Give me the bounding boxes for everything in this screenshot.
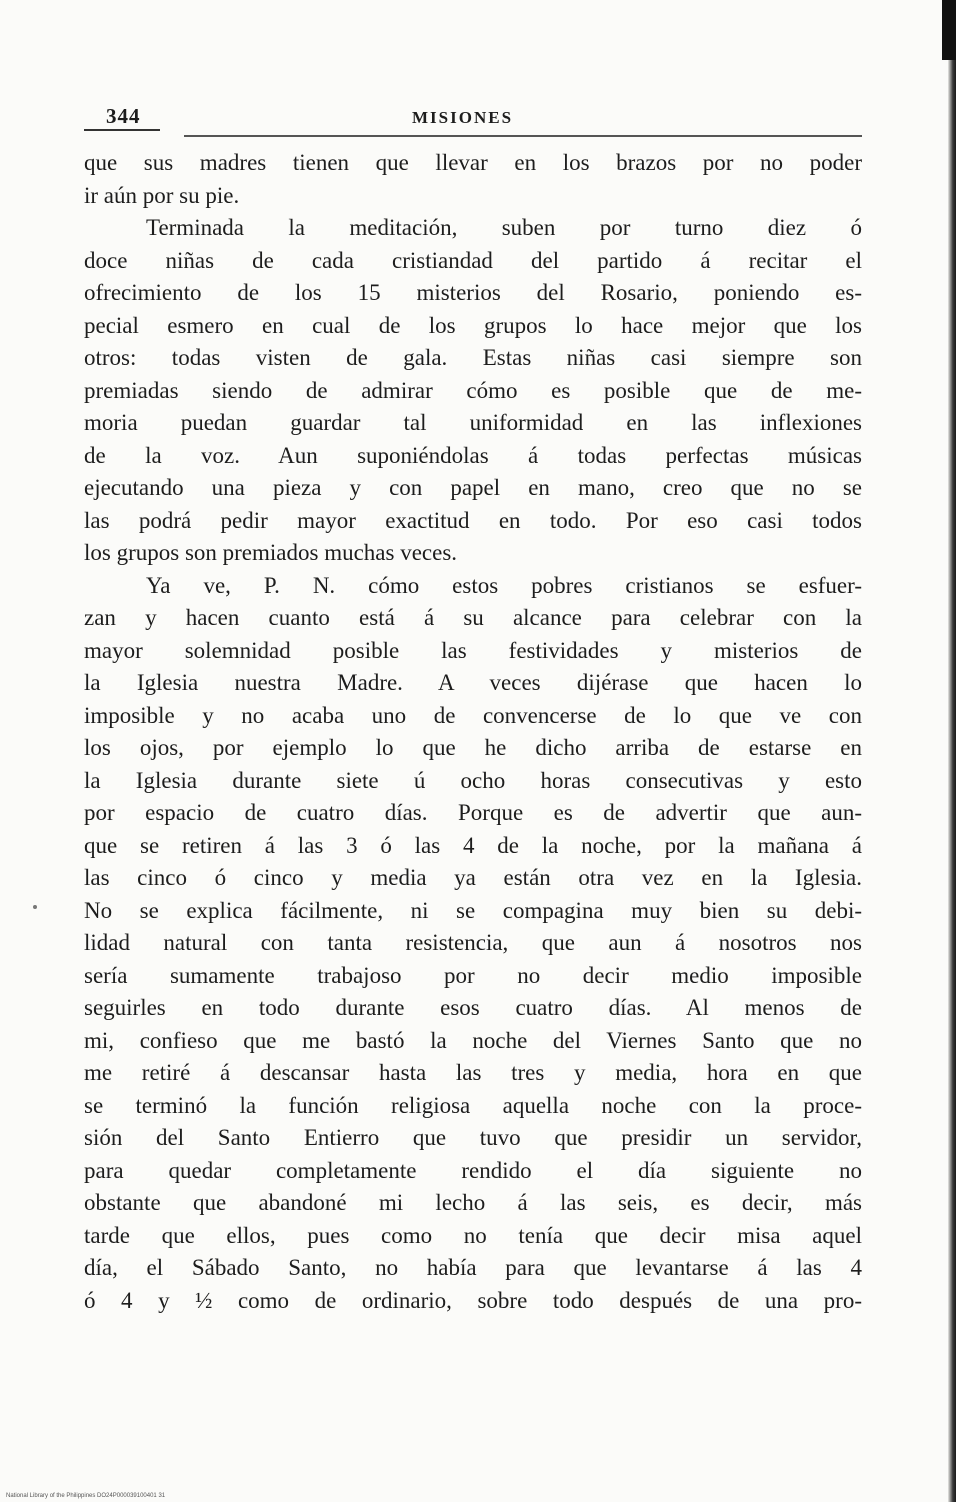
text-line: zan y hacen cuanto está á su alcance para celebrar con la xyxy=(84,605,862,630)
text-line: doce niñas de cada cristiandad del partido á recitar el xyxy=(84,247,862,273)
text-line: obstante que abandoné mi lecho á las seis, es decir, más xyxy=(84,1190,862,1215)
text-line: que sus madres tienen que llevar en los brazos por no poder xyxy=(84,150,862,175)
text-line: lidad natural con tanta resistencia, que aun á nosotros nos xyxy=(84,930,862,955)
text-line: ejecutando una pieza y con papel en mano, creo que no se xyxy=(84,475,862,500)
text-line: por espacio de cuatro días. Porque es de advertir que aun- xyxy=(84,800,862,825)
text-line: ó 4 y ½ como de ordinario, sobre todo después de una pro- xyxy=(84,1287,862,1313)
text-line: las cinco ó cinco y media ya están otra vez en la Iglesia. xyxy=(84,865,862,890)
text-line: imposible y no acaba uno de convencerse de lo que ve con xyxy=(84,702,862,728)
text-line: sión del Santo Entierro que tuvo que presidir un servidor, xyxy=(84,1125,862,1150)
text-line: de la voz. Aun suponiéndolas á todas perfectas músicas xyxy=(84,442,862,468)
text-line: pecial esmero en cual de los grupos lo hace mejor que los xyxy=(84,312,862,338)
text-line: tarde que ellos, pues como no tenía que decir misa aquel xyxy=(84,1222,862,1248)
text-line: premiadas siendo de admirar cómo es posible que de me- xyxy=(84,377,862,403)
text-line: los ojos, por ejemplo lo que he dicho arriba de estarse en xyxy=(84,735,862,760)
page-number-rule xyxy=(84,129,160,131)
page-edge-shadow-top xyxy=(942,0,956,60)
text-line: ofrecimiento de los 15 misterios del Rosario, poniendo es- xyxy=(84,280,862,305)
text-line: la Iglesia nuestra Madre. A veces dijérase que hacen lo xyxy=(84,670,862,695)
page-edge-shadow xyxy=(948,0,956,1502)
text-line: me retiré á descansar hasta las tres y media, hora en que xyxy=(84,1060,862,1085)
text-line: otros: todas visten de gala. Estas niñas casi siempre son xyxy=(84,345,862,370)
text-line: día, el Sábado Santo, no había para que levantarse á las 4 xyxy=(84,1255,862,1280)
scan-footer: National Library of the Philippines DO24P000039100401 31 xyxy=(6,1493,166,1499)
header-rule xyxy=(184,135,862,137)
text-line: los grupos son premiados muchas veces. xyxy=(84,540,458,565)
text-line: la Iglesia durante siete ú ocho horas consecutivas y esto xyxy=(84,767,862,793)
body-text xyxy=(84,147,862,1317)
text-line: sería sumamente trabajoso por no decir medio imposible xyxy=(84,962,862,988)
text-line: mayor solemnidad posible las festividades y misterios de xyxy=(84,637,862,663)
text-line: que se retiren á las 3 ó las 4 de la noche, por la mañana á xyxy=(84,832,862,858)
text-line: mi, confieso que me bastó la noche del Viernes Santo que no xyxy=(84,1027,862,1053)
text-line: las podrá pedir mayor exactitud en todo. Por eso casi todos xyxy=(84,507,862,533)
text-line: No se explica fácilmente, ni se compagina muy bien su debi- xyxy=(84,897,862,923)
text-line: Terminada la meditación, suben por turno diez ó xyxy=(146,215,862,240)
page-number: 344 xyxy=(106,104,141,128)
text-line: se terminó la función religiosa aquella noche con la proce- xyxy=(84,1092,862,1118)
text-line: para quedar completamente rendido el día siguiente no xyxy=(84,1157,862,1183)
page-header xyxy=(84,104,862,144)
text-line: seguirles en todo durante esos cuatro días. Al menos de xyxy=(84,995,862,1020)
text-line: ir aún por su pie. xyxy=(84,182,240,208)
text-line: moria puedan guardar tal uniformidad en las inflexiones xyxy=(84,410,862,435)
text-line: Ya ve, P. N. cómo estos pobres cristianos se esfuer- xyxy=(146,572,862,598)
running-head: MISIONES xyxy=(412,108,514,127)
margin-speck xyxy=(33,905,37,909)
